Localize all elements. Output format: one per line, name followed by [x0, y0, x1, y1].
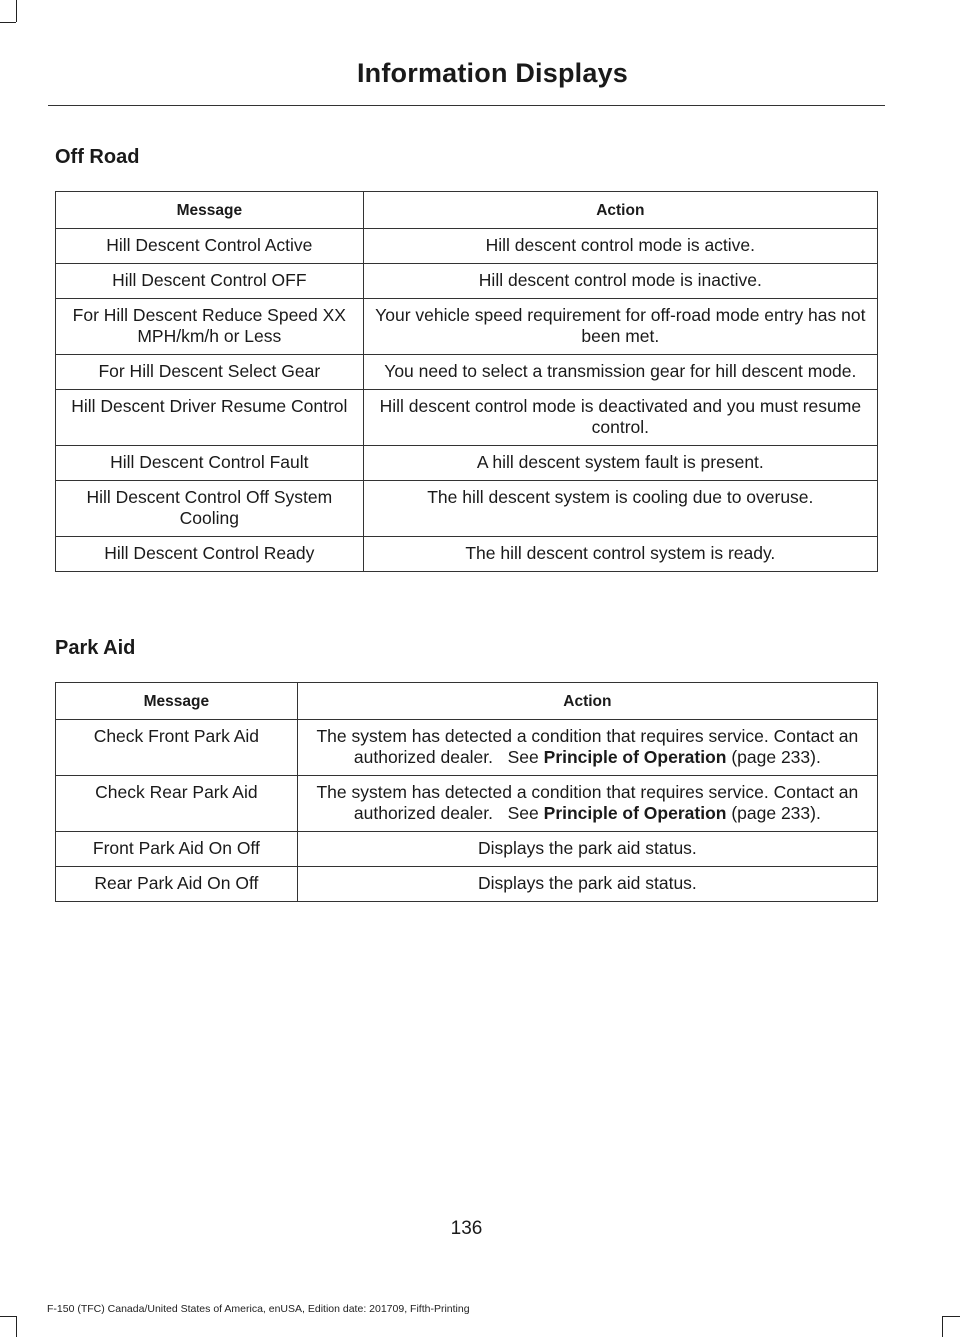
action-cell: Displays the park aid status.	[297, 867, 877, 902]
column-header-action: Action	[363, 192, 877, 229]
message-cell: For Hill Descent Reduce Speed XX MPH/km/h or Less	[56, 299, 364, 355]
crop-mark	[0, 22, 16, 23]
crop-mark	[0, 1316, 16, 1317]
off-road-table	[55, 191, 878, 572]
cross-reference-link[interactable]: Principle of Operation	[543, 747, 727, 767]
action-cell	[297, 720, 877, 776]
action-cell: Hill descent control mode is deactivated and you must resume control.	[363, 390, 877, 446]
table-header-row	[56, 683, 878, 720]
message-cell: Hill Descent Control OFF	[56, 264, 364, 299]
message-cell: Front Park Aid On Off	[56, 832, 298, 867]
column-header-action: Action	[297, 683, 877, 720]
page-title: Information Displays	[356, 58, 628, 88]
action-cell: Your vehicle speed requirement for off-road mode entry has not been met.	[363, 299, 877, 355]
action-cell: Hill descent control mode is inactive.	[363, 264, 877, 299]
footer-edition-info: F-150 (TFC) Canada/United States of America, enUSA, Edition date: 201709, Fifth-Printing	[47, 1303, 470, 1315]
table-header-row	[56, 192, 878, 229]
table-row	[56, 832, 878, 867]
column-header-message: Message	[56, 683, 298, 720]
message-cell: Hill Descent Control Off System Cooling	[56, 481, 364, 537]
crop-mark	[943, 1316, 960, 1317]
message-cell: Hill Descent Control Ready	[56, 537, 364, 572]
park-aid-table	[55, 682, 878, 902]
table-row	[56, 446, 878, 481]
table-row	[56, 537, 878, 572]
table-row	[56, 390, 878, 446]
see-text: See	[507, 747, 539, 767]
cross-reference-link[interactable]: Principle of Operation	[543, 803, 727, 823]
table-row	[56, 481, 878, 537]
page-reference: (page 233).	[731, 803, 821, 823]
message-cell: Hill Descent Control Fault	[56, 446, 364, 481]
action-cell: A hill descent system fault is present.	[363, 446, 877, 481]
header-divider	[48, 105, 885, 106]
table-row	[56, 355, 878, 390]
message-cell: Hill Descent Driver Resume Control	[56, 390, 364, 446]
page-number: 136	[450, 1218, 483, 1239]
action-cell: Hill descent control mode is active.	[363, 229, 877, 264]
action-cell: The hill descent control system is ready.	[363, 537, 877, 572]
table-row	[56, 776, 878, 832]
page-reference: (page 233).	[731, 747, 821, 767]
action-cell: You need to select a transmission gear for hill descent mode.	[363, 355, 877, 390]
action-cell	[297, 776, 877, 832]
table-row	[56, 229, 878, 264]
table-row	[56, 299, 878, 355]
message-cell: Check Rear Park Aid	[56, 776, 298, 832]
section-title-park-aid: Park Aid	[55, 637, 136, 659]
crop-mark	[942, 1316, 943, 1337]
section-title-off-road: Off Road	[55, 146, 140, 168]
crop-mark	[16, 1316, 17, 1337]
action-text: The system has detected a condition that requires service. Contact an authorized dealer.	[316, 726, 859, 767]
action-cell: Displays the park aid status.	[297, 832, 877, 867]
action-text: The system has detected a condition that requires service. Contact an authorized dealer.	[316, 782, 859, 823]
table-row	[56, 720, 878, 776]
message-cell: For Hill Descent Select Gear	[56, 355, 364, 390]
message-cell: Check Front Park Aid	[56, 720, 298, 776]
see-text: See	[507, 803, 539, 823]
table-row	[56, 867, 878, 902]
crop-mark	[16, 0, 17, 22]
action-cell: The hill descent system is cooling due to overuse.	[363, 481, 877, 537]
table-row	[56, 264, 878, 299]
message-cell: Hill Descent Control Active	[56, 229, 364, 264]
message-cell: Rear Park Aid On Off	[56, 867, 298, 902]
column-header-message: Message	[56, 192, 364, 229]
